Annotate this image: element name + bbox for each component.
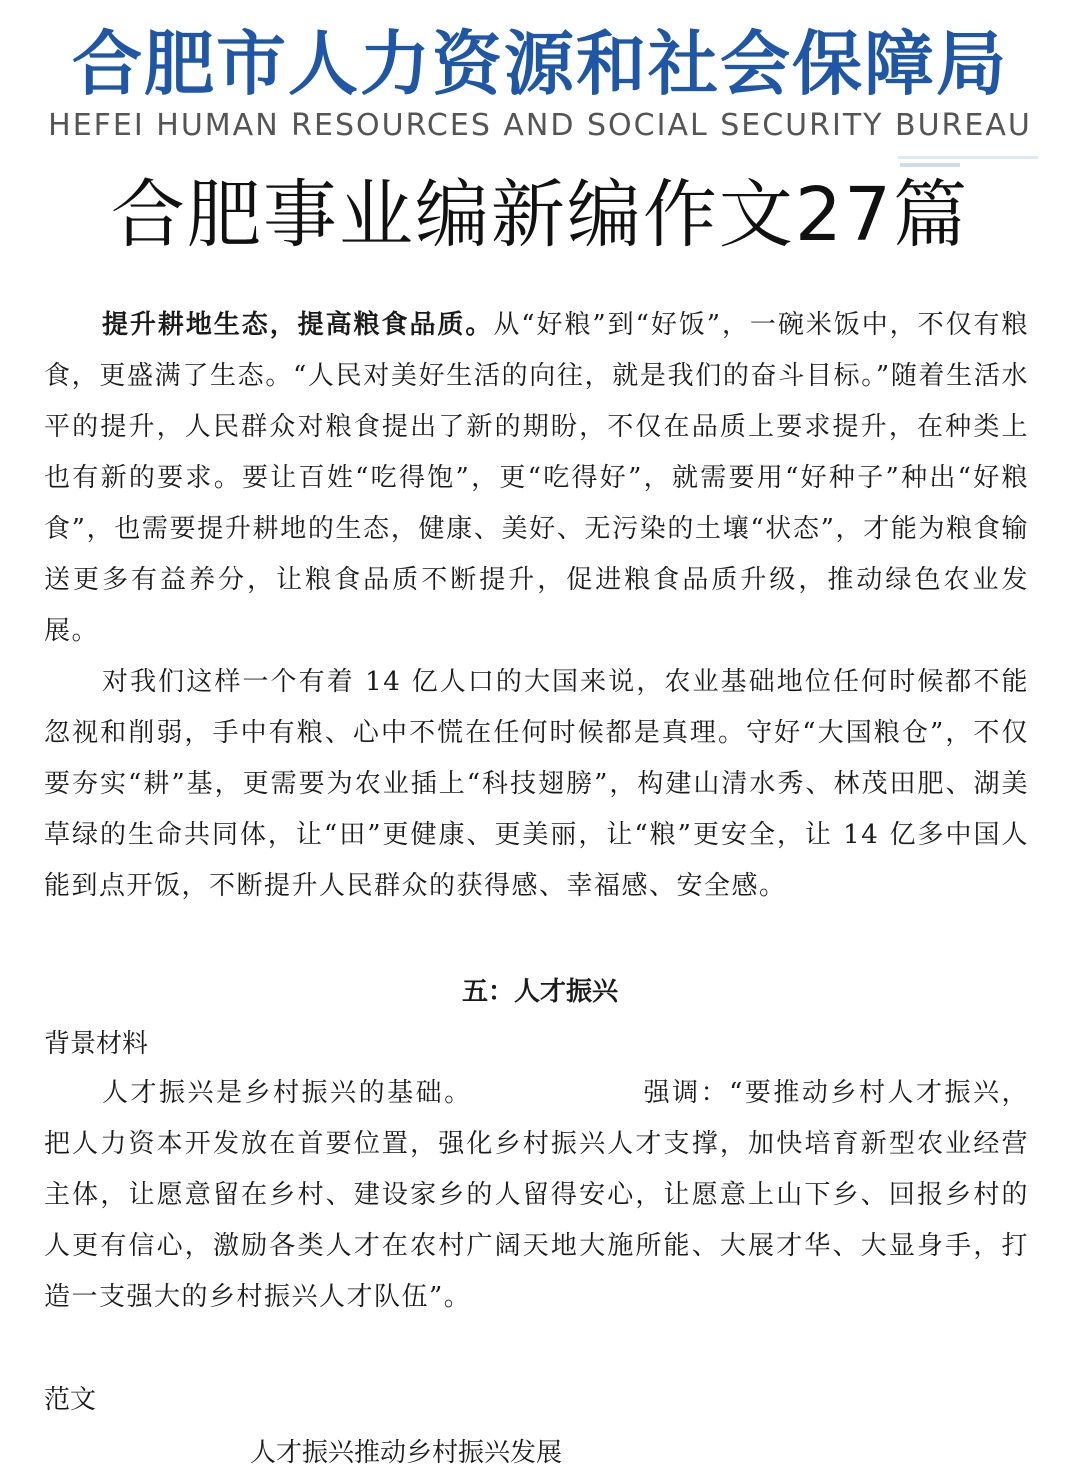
background-heading: 背景材料 xyxy=(44,1029,149,1059)
model-essay-heading: 范文 xyxy=(44,1385,97,1415)
paragraph-text: 从“好粮”到“好饭”，一碗米饭中，不仅有粮食，更盛满了生态。“人民对美好生活的向往，就是我们的奋斗目标。”随着生活水平的提升，人民群众对粮食提出了新的期盼，不仅在品质上要求提升，在种类上也有新的要求。要让百姓“吃得饱”，更“吃得好”，就需要用“好种子”种出“好粮食”，也需要提升耕地的生态，健康、美好、无污染的土壤“状态”，才能为粮食输送更多有益养分，让粮食品质不断提升，促进粮食品质升级，推动绿色农业发展。 xyxy=(44,310,1029,646)
paragraph-lead-sentence: 提升耕地生态，提高粮食品质。 xyxy=(102,310,494,340)
background-material xyxy=(44,1068,1029,1323)
section-title: 五：人才振兴 xyxy=(461,977,618,1007)
decorative-line xyxy=(900,163,960,167)
essay-body xyxy=(44,300,1029,912)
document-title: 合肥事业编新编作文27篇 xyxy=(110,172,970,258)
decorative-line xyxy=(898,156,1038,159)
paragraph-1 xyxy=(44,300,1029,657)
organization-name-en: HEFEI HUMAN RESOURCES AND SOCIAL SECURITY BUREAU xyxy=(48,108,1032,143)
organization-name-cn: 合肥市人力资源和社会保障局 xyxy=(72,23,1008,105)
letterhead xyxy=(0,18,1080,146)
cutoff-text-line xyxy=(250,1428,810,1468)
paragraph-2: 对我们这样一个有着 14 亿人口的大国来说，农业基础地位任何时候都不能忽视和削弱，手中有粮、心中不慌在任何时候都是真理。守好“大国粮仓”，不仅要夯实“耕”基，更需要为农业插上“科技翅膀”，构建山清水秀、林茂田肥、湖美草绿的生命共同体，让“田”更健康、更美丽，让“粮”更安全，让 14 亿多中国人能到点开饭，不断提升人民群众的获得感、幸福感、安全感。 xyxy=(44,667,1029,901)
background-text-part1: 人才振兴是乡村振兴的基础。 xyxy=(102,1078,473,1108)
cutoff-text: 人才振兴推动乡村振兴发展 xyxy=(250,1438,563,1468)
background-paragraph xyxy=(44,1068,1029,1323)
background-text-part2: 强调：“要推动乡村人才振兴，把人力资本开发放在首要位置，强化乡村振兴人才支撑，加快培育新型农业经营主体，让愿意留在乡村、建设家乡的人留得安心，让愿意上山下乡、回报乡村的人更有信心，激励各类人才在农村广阔天地大施所能、大展才华、大显身手，打造一支强大的乡村振兴人才队伍”。 xyxy=(44,1078,1029,1312)
